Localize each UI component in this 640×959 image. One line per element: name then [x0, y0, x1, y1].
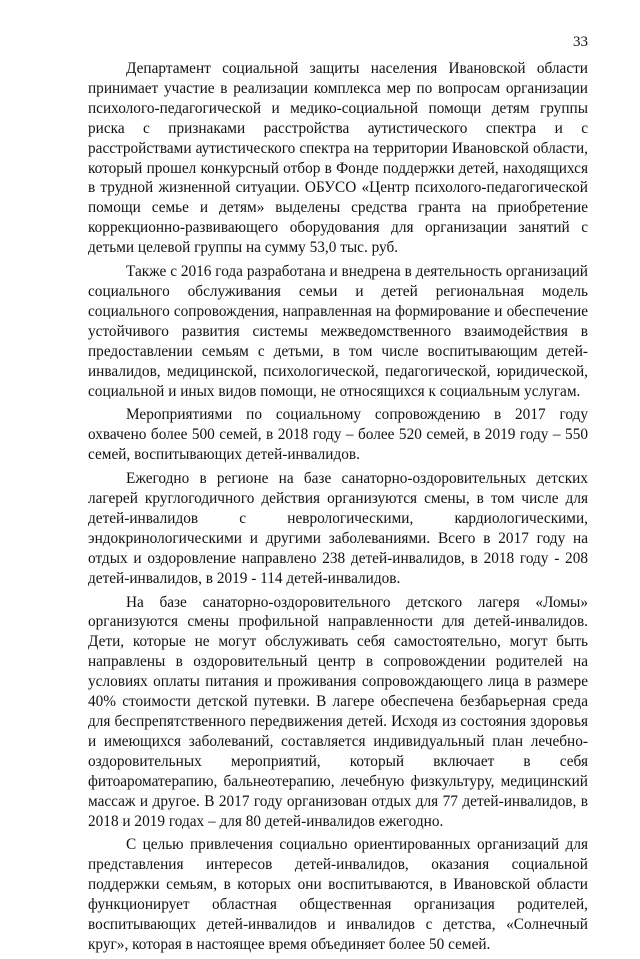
paragraph-lomy-camp: На базе санаторно-оздоровительного детского лагеря «Ломы» организуются смены профильной направленности для детей-инвалидов. Дети, которые не могут обслуживать себя самостоятельно, могут быть направлены в оздоровительный центр в сопровождении родителей на условиях оплаты питания и проживания сопровождающего лица в размере 40% стоимости детской путевки. В лагере обеспечена безбарьерная среда для беспрепятственного передвижения детей. Исходя из состояния здоровья и имеющихся заболеваний, составляется индивидуальный план лечебно-оздоровительных мероприятий, который включает в себя фитоароматерапию, бальнеотерапию, лечебную физкультуру, медицинский массаж и другое. В 2017 году организован отдых для 77 детей-инвалидов, в 2018 и 2019 годах – для 80 детей-инвалидов ежегодно. [88, 593, 588, 830]
paragraph-support-coverage: Мероприятиями по социальному сопровождению в 2017 году охвачено более 500 семей, в 2018 году – более 520 семей, в 2019 году – 550 семей, воспитывающих детей-инвалидов. [88, 406, 588, 464]
paragraph-social-support-model: Также с 2016 года разработана и внедрена в деятельность организаций социального обслуживания семьи и детей региональная модель социального сопровождения, направленная на формирование и обеспечение устойчивого развития системы межведомственного взаимодействия в предоставлении семьям с детьми, в том числе воспитывающим детей-инвалидов, медицинской, психологической, педагогической, юридической, социальной и иных видов помощи, не относящихся к социальным услугам. [88, 263, 588, 400]
paragraph-autism-program: Департамент социальной защиты населения Ивановской области принимает участие в реализации комплекса мер по вопросам организации психолого-педагогической и медико-социальной помощи детям группы риска с признаками расстройства аутистического спектра и с расстройствами аутистического спектра на территории Ивановской области, который прошел конкурсный отбор в Фонде поддержки детей, находящихся в трудной жизненной ситуации. ОБУСО «Центр психолого-педагогической помощи семье и детям» выделены средства гранта на приобретение коррекционно-развивающего оборудования для организации занятий с детьми целевой группы на сумму 53,0 тыс. руб. [88, 60, 588, 257]
paragraph-camp-shifts: Ежегодно в регионе на базе санаторно-оздоровительных детских лагерей круглогодичного действия организуются смены, в том числе для детей-инвалидов с неврологическими, кардиологическими, эндокринологическими и другими заболеваниями. Всего в 2017 году на отдых и оздоровление направлено 238 детей-инвалидов, в 2018 году - 208 детей-инвалидов, в 2019 - 114 детей-инвалидов. [88, 470, 588, 587]
document-body [88, 59, 588, 959]
paragraph-solnechny-krug: С целью привлечения социально ориентированных организаций для представления интересов детей-инвалидов, оказания социальной поддержки семьям, в которых они воспитываются, в Ивановской области функционирует областная общественная организация родителей, воспитывающих детей-инвалидов и инвалидов с детства, «Солнечный круг», которая в настоящее время объединяет более 50 семей. [88, 836, 588, 953]
page-number: 33 [573, 34, 588, 50]
